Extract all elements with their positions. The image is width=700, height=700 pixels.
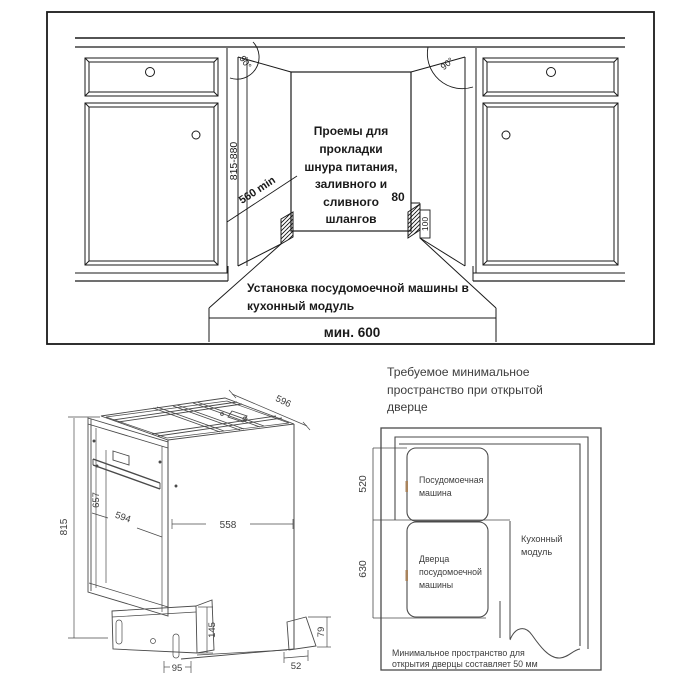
- plan-note-line: Минимальное пространство для: [392, 648, 525, 658]
- open-door-plan-view: [357, 365, 601, 670]
- dim-815-880: 815-880: [228, 141, 240, 181]
- dim-52: 52: [290, 661, 302, 672]
- machine-hinge-mark: [406, 481, 409, 492]
- niche-text-line: шнура питания,: [304, 160, 398, 174]
- niche-text-line: прокладки: [319, 142, 383, 156]
- top-face: [101, 398, 294, 440]
- iso-dimensions: [68, 390, 331, 673]
- caption-block: [247, 281, 469, 313]
- dim-657: 657: [91, 492, 102, 508]
- angle-left-label: 90°: [237, 53, 254, 71]
- dim-558: 558: [219, 520, 237, 531]
- dim-520: 520: [357, 475, 369, 493]
- door-label-line: посудомоечной: [419, 567, 482, 577]
- left-cabinet: [85, 48, 227, 273]
- left-door-handle: [192, 131, 200, 139]
- body-edges: [168, 424, 294, 659]
- module-label-line: Кухонный: [521, 534, 563, 544]
- machine-label: [419, 475, 484, 498]
- door-hinge-mark: [406, 570, 409, 581]
- dim-80: 80: [391, 190, 405, 204]
- door-label-line: Дверца: [419, 554, 450, 564]
- angle-arc-right: [427, 47, 473, 89]
- dim-815: 815: [59, 518, 70, 536]
- control-panel: [113, 451, 129, 465]
- left-door: [85, 103, 218, 265]
- niche-text-line: заливного и: [314, 177, 388, 191]
- dim-95: 95: [171, 663, 183, 674]
- plinth-hatch-right: [408, 204, 420, 238]
- dim-min-600: мин. 600: [323, 325, 381, 340]
- plan-title: [387, 365, 543, 414]
- plan-note-line: открытия дверцы составляет 50 мм: [392, 659, 538, 669]
- dim-79: 79: [316, 626, 327, 638]
- niche-text-line: Проемы для: [313, 124, 389, 138]
- dishwasher-isometric-view: [59, 390, 331, 674]
- plan-outer-frame: [381, 428, 601, 670]
- right-drawer-handle: [547, 68, 556, 77]
- countertop: [75, 38, 625, 47]
- left-drawer-handle: [146, 68, 155, 77]
- left-drawer: [85, 58, 218, 96]
- right-drawer: [483, 58, 618, 96]
- niche-installation-diagram: [47, 12, 654, 344]
- dim-100: 100: [420, 216, 430, 232]
- base-lines: [75, 266, 625, 281]
- plinth-hatch-left: [281, 212, 293, 244]
- right-door: [483, 103, 618, 265]
- rear-foot: [287, 617, 316, 650]
- dim-596: 596: [273, 393, 293, 411]
- door-label: [419, 554, 482, 590]
- door-panel: [88, 418, 177, 616]
- caption-line: Установка посудомоечной машины в: [247, 281, 469, 295]
- dim-594: 594: [113, 509, 133, 526]
- dim-560-min: 560 min: [236, 174, 278, 207]
- machine-label-line: Посудомоечная: [419, 475, 484, 485]
- right-door-handle: [502, 131, 510, 139]
- plan-title-line: пространство при открытой: [387, 383, 543, 397]
- plan-title-line: дверце: [387, 400, 428, 414]
- dim-145: 145: [207, 622, 218, 638]
- machine-label-line: машина: [419, 488, 452, 498]
- module-label: [521, 534, 562, 557]
- dim-630: 630: [357, 560, 369, 578]
- plan-note: [392, 648, 538, 669]
- plan-title-line: Требуемое минимальное: [387, 365, 530, 379]
- niche-text-line: шлангов: [325, 212, 377, 226]
- plan-dimensions: [373, 448, 510, 618]
- niche-text-line: сливного: [323, 195, 379, 209]
- niche-text-block: [304, 124, 397, 226]
- module-label-line: модуль: [521, 547, 553, 557]
- angle-right-label: 90°: [438, 55, 456, 72]
- caption-line: кухонный модуль: [247, 299, 355, 313]
- right-cabinet: [476, 48, 618, 273]
- door-label-line: машины: [419, 580, 454, 590]
